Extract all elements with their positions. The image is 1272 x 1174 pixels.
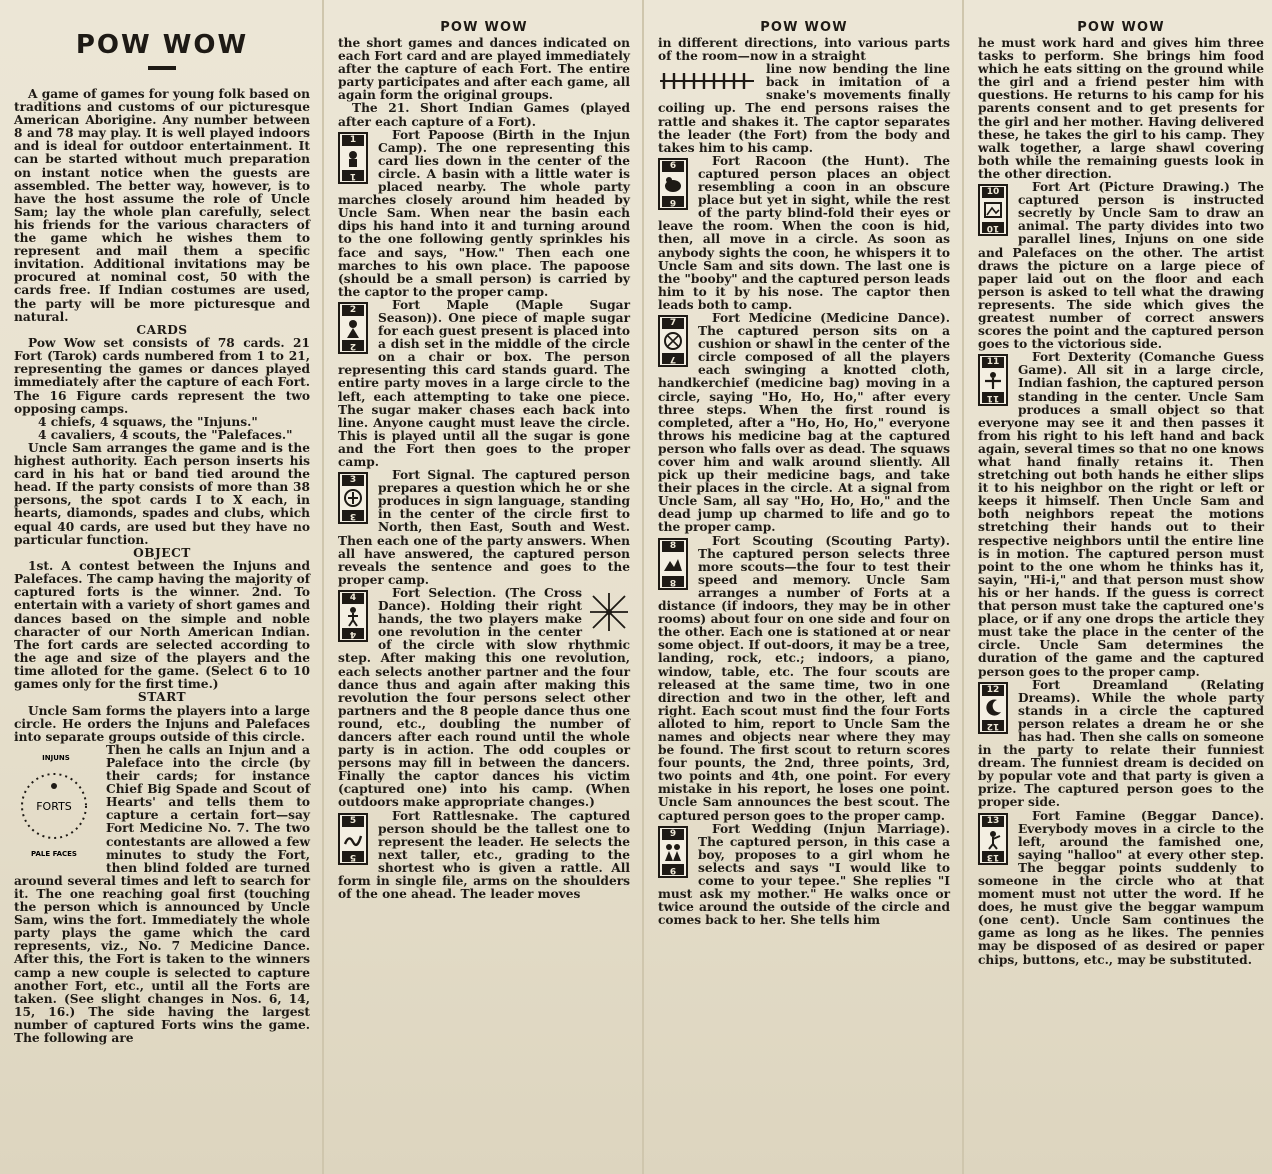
fort-card-3 — [338, 472, 368, 524]
famine-icon — [982, 828, 1004, 850]
fort-dexterity-text: Fort Dexterity (Comanche Guess Game). All sit in a large circle, Indian fashion, the captured person standing in the center. Uncle Sam produces a small object so that everyone may see it and then passes it from his right to his left hand and back again, several times so that no one knows what hand finally retains it. Then stretching out both hands he either slips it to his neighbor on the right or left or keeps it himself. Then Uncle Sam and both neighbors repeat the motions stretching their hands out to their respective neighbors until the entire line is in motion. The captured person must point to the one whom he thinks has it, sayin, "Hi-i," and that person must show his or her hands. If the guess is correct that person must take the captured one's place, or if any one drops the article they must take the place in the center of the circle. Uncle Sam determines the duration of the game and the captured person goes to the proper camp. — [978, 350, 1264, 679]
title-rule — [148, 66, 176, 70]
fort-famine-text: Fort Famine (Beggar Dance). Everybody moves in a circle to the left, around the famished one, saying "halloo" at every other step. The beggar points suddenly to someone in the circle who at that moment must not utter the word. If he does, he must give the beggar wampum (one cent). Uncle Sam continues the game as long as he likes. The pennies may be disposed of as desired or paper chips, buttons, etc., may be substituted. — [978, 808, 1264, 967]
card-number: 3 — [342, 475, 364, 486]
start-heading: START — [137, 690, 187, 705]
fort-papoose-text: Fort Papoose (Birth in the Injun Camp). The one representing this card lies down in the center of the circle. A basin with a little water is placed nearby. The whole party marches closely around him headed by Uncle Sam. When near the basin each dips his hand into it and turning around to the one following gently sprinkles his face and says, "How." Then each one marches to his own place. The papoose (should be a small person) is carried by the captor to the proper camp. — [338, 127, 630, 299]
fort-art-text: Fort Art (Picture Drawing.) The captured person is instructed secretly by Uncle Sam to draw an animal. The party divides into two parallel lines, Injuns on one side and Palefaces on the other. The artist draws the picture on a large piece of paper laid out on the floor and each person is asked to tell what the drawing represents. The side which gives the greatest number of correct answers scores the point and the captured person goes to the victorious side. — [978, 180, 1264, 352]
cards-paragraph: Pow Wow set consists of 78 cards. 21 Fort (Tarok) cards numbered from 1 to 21, representing the games or dances played immediately after the capture of each Fort. The 16 Figure cards represent the two opposing camps. — [14, 336, 310, 416]
snake-movement-text: line now bending the line back in imitation of a snake's movements finally coiling up. The end persons raises the rattle and shakes it. The captor separates the leader (the Fort) from the body and takes him to his camp. — [658, 62, 950, 155]
card-number: 6 — [662, 161, 684, 172]
fort-card-2 — [338, 302, 368, 354]
fort-selection-text: Fort Selection. (The Cross Dance). Holding their right hands, the two players make one revolution in the center of the circle with slow rhythmic step. After making this one revolution, each selects another partner and the four dance thus and again after making this revolution the four persons select other partners and the 8 people dance thus one round, etc., doubling the number of dancers after each round until the whole party is in action. The odd couples or persons may fill in between the dancers. Finally the captor dances his victim (captured one) into his camp. (When outdoors make appropriate changes.) — [338, 585, 630, 810]
col3-continuation: in different directions, into various parts of the room—now in a straight — [658, 36, 950, 64]
art-icon — [982, 199, 1004, 221]
dancer-icon — [342, 605, 364, 627]
page-title: POW WOW — [75, 30, 249, 60]
injuns-line: 4 chiefs, 4 squaws, the "Injuns." — [38, 414, 258, 429]
fort-card-7 — [658, 315, 688, 367]
fort-wedding-text: Fort Wedding (Injun Marriage). The captured person, in this case a boy, proposes to a girl whom he selects and says "I would like to come to your tepee." She replies "I must ask my mother." He walks once or twice around the outside of the circle and comes back to her. She tells him — [658, 821, 950, 928]
object-heading: OBJECT — [133, 545, 191, 560]
diagram-injuns-label: INJUNS — [42, 753, 70, 762]
card-number-inverted: 5 — [342, 851, 364, 862]
running-title: POW WOW — [1077, 20, 1165, 35]
capture-paragraph: Then he calls an Injun and a Paleface into the circle (by their cards; for instance Chief Big Spade and Scout of Hearts' and tells them to capture a certain fort—say Fort Medicine No. 7. The two contestants are allowed a few minutes to study the Fort, then blind folded are turned around several times and left to search for it. The one reaching goal first (touching the person which is announced by Uncle Sam, wins the fort. Immediately the whole party plays the game which the card represents, viz., No. 7 Medicine Dance. After this, the Fort is taken to the winners camp a new couple is selected to capture another Fort, etc., until all the Forts are taken. (See slight changes in Nos. 6, 14, 15, 16.) The side having the largest number of captured Forts wins the game. The following are — [14, 742, 310, 1045]
fort-racoon-text: Fort Racoon (the Hunt). The captured person places an object resembling a coon in an obscure place but yet in sight, while the rest of the party blind-fold their eyes or leave the room. When the coon is hid, then, all move in a circle. As soon as anybody sights the coon, he whispers it to Uncle Sam and sits down. The last one is the "booby" and the captured person leads him to it by his nose. The captor then leads both to camp. — [658, 153, 950, 312]
fort-card-1 — [338, 132, 368, 184]
cross-dance-diagram-icon — [588, 591, 630, 633]
card-number-inverted: 11 — [982, 392, 1004, 403]
dreamland-icon — [982, 697, 1004, 719]
card-number: 7 — [662, 318, 684, 329]
card-number: 5 — [342, 816, 364, 827]
card-number-inverted: 4 — [342, 628, 364, 639]
fort-card-8 — [658, 538, 688, 590]
fort-card-6 — [658, 158, 688, 210]
palefaces-line: 4 cavaliers, 4 scouts, the "Palefaces." — [38, 427, 293, 442]
fort-card-5 — [338, 813, 368, 865]
card-number-inverted: 1 — [342, 170, 364, 181]
card-number: 4 — [342, 593, 364, 604]
fort-maple-text: Fort Maple (Maple Sugar Season)). One piece of maple sugar for each guest present is placed into a dish set in the middle of the circle on a chair or box. The person representing this card stands guard. The entire party moves in a large circle to the left, each attempting to take one piece. The sugar maker chases each back into line. Anyone caught must leave the circle. This is played until all the sugar is gone and the Fort then goes to the proper camp. — [338, 297, 630, 469]
snake-line-icon — [658, 67, 758, 93]
card-number-inverted: 10 — [982, 222, 1004, 233]
card-number-inverted: 12 — [982, 720, 1004, 731]
card-number-inverted: 9 — [662, 864, 684, 875]
fort-dreamland-text: Fort Dreamland (Relating Dreams). While the whole party stands in a circle the captured person relates a dream he or she has had. Then she calls on someone in the party to relate their funniest dream. The funniest dream is decided on by popular vote and that party is given a prize. The captured person goes to the proper side. — [978, 677, 1264, 810]
column-3 — [642, 0, 962, 1174]
card-number: 9 — [662, 829, 684, 840]
intro-paragraph: A game of games for young folk based on traditions and customs of our picturesque American Aborigine. Any number between 8 and 78 may play. It is well played indoors and is ideal for outdoor entertainment. It can be started without much preparation on instant notice when the guests are assembled. The better way, however, is to have the host assume the role of Uncle Sam; lay the whole plan carefully, select his friends for the various characters of the game which he wishes them to represent and mail them a specific invitation. Additional invitations may be procured at nominal cost, 50 with the cards free. If Indian costumes are used, the party will be more picturesque and natural. — [14, 87, 311, 324]
card-number-inverted: 2 — [342, 340, 364, 351]
raccoon-icon — [662, 173, 684, 195]
card-number: 1 — [342, 135, 364, 146]
card-number: 8 — [662, 541, 684, 552]
object-paragraph: 1st. A contest between the Injuns and Palefaces. The camp having the majority of captured forts is the winner. 2nd. To entertain with a variety of short games and dances based on the simple and noble character of our North American Indian. The fort cards are selected according to the age and size of the players and the time alloted for the game. (Select 6 to 10 games only for the first time.) — [14, 559, 310, 692]
column-1 — [0, 0, 322, 1174]
rattlesnake-icon — [342, 828, 364, 850]
fort-card-11 — [978, 354, 1008, 406]
short-games-heading: The 21. Short Indian Games (played after each capture of a Fort). — [338, 101, 630, 129]
forts-circle-diagram — [14, 748, 98, 860]
fort-card-4 — [338, 590, 368, 642]
diagram-forts-label: FORTS — [36, 799, 72, 813]
signal-icon — [342, 487, 364, 509]
uncle-sam-paragraph: Uncle Sam arranges the game and is the highest authority. Each person inserts his card in his hat or band tied around the head. If the party consists of more than 38 persons, the spot cards I to X each, in hearts, diamonds, spades and clubs, which equal 40 cards, are used but they have no particular function. — [14, 440, 310, 547]
running-title: POW WOW — [440, 20, 528, 35]
fort-scouting-text: Fort Scouting (Scouting Party). The captured person selects three more scouts—the four to test their speed and memory. Uncle Sam arranges a number of Forts at a distance (if indoors, they may be in other rooms) about four on one side and four on the other. Each one is stationed at or near some object. If out-doors, it may be a tree, landing, rock, etc.; indoors, a piano, window, table, etc. The four scouts are released at the same time, two in one direction and two in the other, left and right. Each scout must find the four Forts alloted to him, report to Uncle Sam the names and objects near where they may be found. The first scout to return scores four pounts, the 2nd, three points, 3rd, two points and 4th, one point. For every mistake in his report, he loses one point. Uncle Sam announces the best scout. The captured person goes to the proper camp. — [658, 533, 950, 823]
card-number: 12 — [982, 685, 1004, 696]
card-number: 10 — [982, 187, 1004, 198]
fort-rattlesnake-text: Fort Rattlesnake. The captured person should be the tallest one to represent the leader. He selects the next taller, etc., grading to the shortest who is given a rattle. All form in single file, arms on the shoulders of the one ahead. The leader moves — [338, 808, 630, 902]
diagram-palefaces-label: PALE FACES — [31, 849, 77, 858]
column-2 — [322, 0, 642, 1174]
fort-signal-text: Fort Signal. The captured person prepares a question which he or she produces in sign language, standing in the center of the circle first to North, then East, South and West. Then each one of the party answers. When all have answered, the captured person reveals the sentence and goes to the proper camp. — [338, 468, 630, 587]
start-paragraph: Uncle Sam forms the players into a large circle. He orders the Injuns and Palefaces into separate groups outside of this circle. — [14, 703, 310, 744]
card-number: 13 — [982, 816, 1004, 827]
fort-medicine-text: Fort Medicine (Medicine Dance). The captured person sits on a cushion or shawl in the center of the circle composed of all the players each swinging a knotted cloth, handkerchief (medicine bag) moving in a circle, saying "Ho, Ho, Ho," after every three steps. When the first round is completed, after a "Ho, Ho, Ho," everyone throws his medicine bag at the captured person who falls over as dead. The squaws cover him and walk around sliently. All pick up their medicine bags, and take their places in the circle. At a signal from Uncle Sam, all say "Ho, Ho, Ho," and the dead jump up charmed to life and go to the proper camp. — [658, 310, 950, 535]
card-number: 2 — [342, 305, 364, 316]
dexterity-icon — [982, 369, 1004, 391]
card-number: 11 — [982, 357, 1004, 368]
col2-continuation: the short games and dances indicated on each Fort card and are played immediately after the capture of each Fort. The entire party participates and after each game, all again form the original groups. — [338, 36, 630, 103]
card-number-inverted: 7 — [662, 353, 684, 364]
fort-card-12 — [978, 682, 1008, 734]
fort-card-9 — [658, 826, 688, 878]
running-title: POW WOW — [760, 20, 848, 35]
col4-continuation: he must work hard and gives him three tasks to perform. She brings him food which he eats sitting on the ground while the girl and a friend pester him with questions. He returns to his camp for his parents consent and to get presents for the girl and her mother. Having delivered these, he takes the girl to his camp. They walk together, a large shawl covering both while the remaining guests look in the other direction. — [978, 36, 1264, 181]
card-number-inverted: 6 — [662, 196, 684, 207]
cards-heading: CARDS — [136, 322, 188, 337]
scouting-icon — [662, 553, 684, 575]
column-4 — [962, 0, 1272, 1174]
papoose-icon — [342, 147, 364, 169]
card-number-inverted: 8 — [662, 576, 684, 587]
medicine-icon — [662, 330, 684, 352]
fort-card-10 — [978, 184, 1008, 236]
wedding-icon — [662, 841, 684, 863]
card-number-inverted: 13 — [982, 851, 1004, 862]
fort-card-13 — [978, 813, 1008, 865]
card-number-inverted: 3 — [342, 510, 364, 521]
maple-icon — [342, 317, 364, 339]
